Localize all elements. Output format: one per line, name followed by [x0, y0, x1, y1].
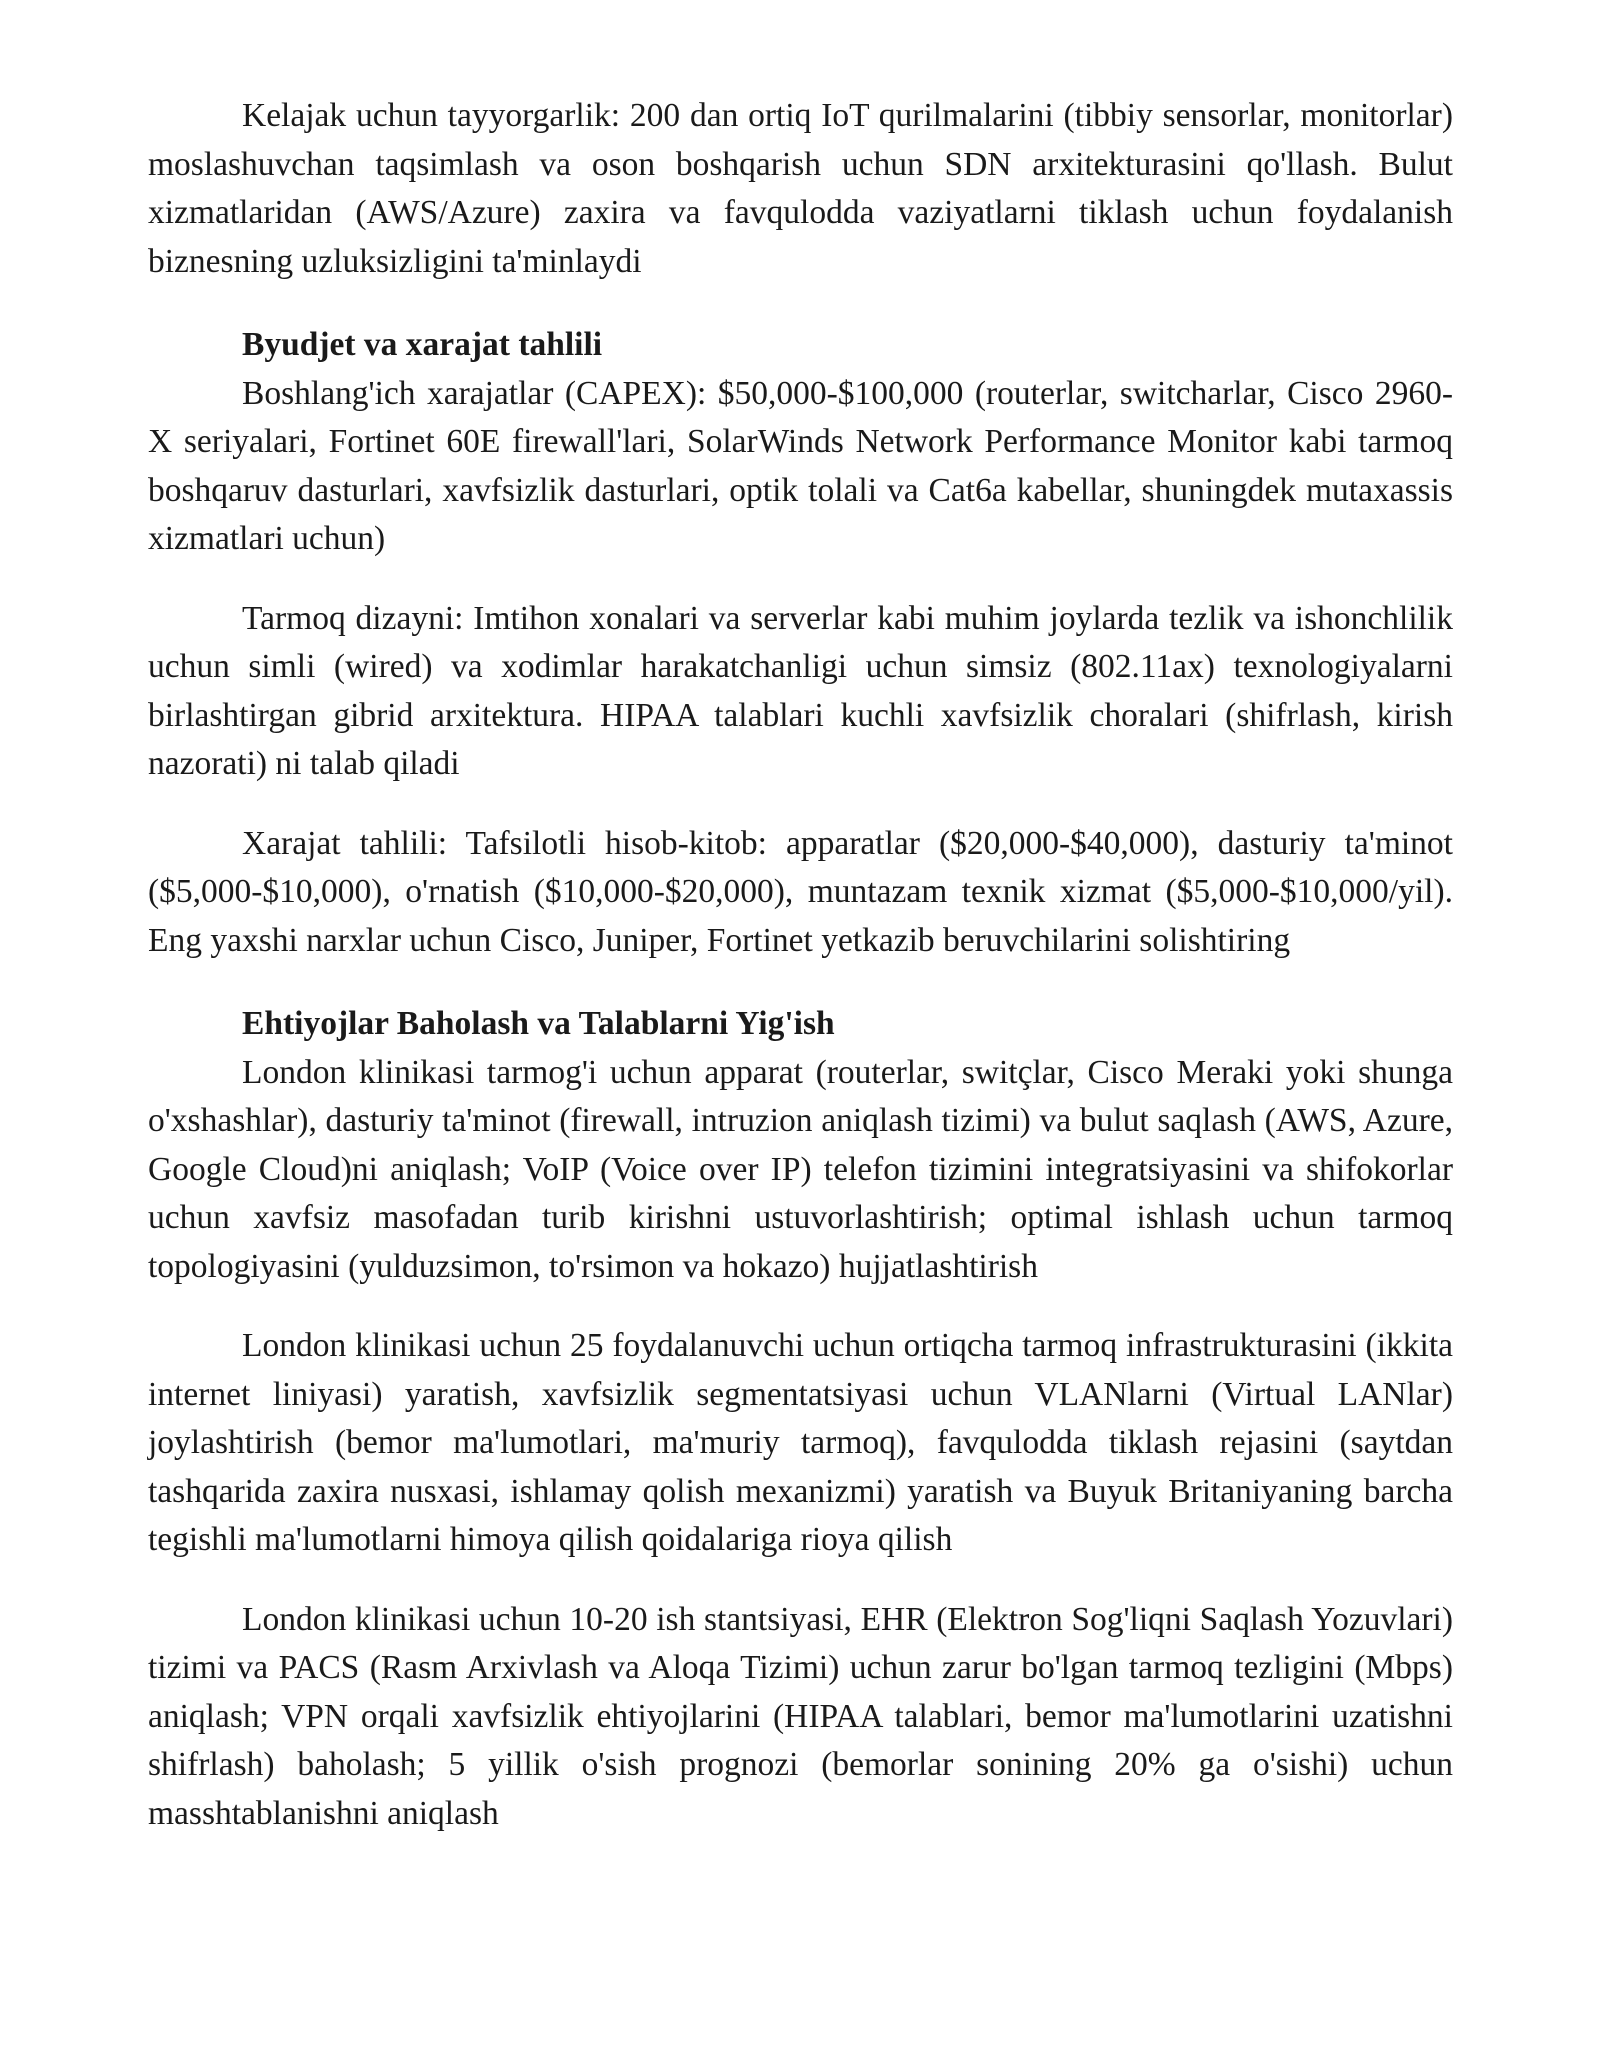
spacer [148, 1565, 1453, 1596]
paragraph-hardware-software: London klinikasi tarmog'i uchun apparat (routerlar, switçlar, Cisco Meraki yoki shunga o'xshashlar), dasturiy ta'minot (firewall, intruzion aniqlash tizimi) va bulut saqlash (AWS, Azure, Google Cloud)ni aniqlash; VoIP (Voice over IP) telefon tizimini integratsiyasini va shifokorlar uchun xavfsiz masofadan turib kirishni ustuvorlashtirish; optimal ishlash uchun tarmoq topologiyasini (yulduzsimon, to'rsimon va hokazo) hujjatlashtirish [148, 1053, 1453, 1285]
heading-needs-assessment: Ehtiyojlar Baholash va Talablarni Yig'ish [242, 1005, 835, 1042]
spacer [148, 1291, 1453, 1322]
heading-budget: Byudjet va xarajat tahlili [242, 326, 603, 363]
spacer [148, 789, 1453, 820]
spacer [148, 564, 1453, 595]
paragraph-redundant-infrastructure: London klinikasi uchun 25 foydalanuvchi uchun ortiqcha tarmoq infrastrukturasini (ikkita internet liniyasi) yaratish, xavfsizlik segmentatsiyasi uchun VLANlarni (Virtual LANlar) joylashtirish (bemor ma'lumotlari, ma'muriy tarmoq), favqulodda tiklash rejasini (saytdan tashqarida zaxira nusxasi, ishlamay qolish mexanizmi) yaratish va Buyuk Britaniyaning barcha tegishli ma'lumotlarni himoya qilish qoidalariga rioya qilish [148, 1327, 1453, 1558]
paragraph-network-design: Tarmoq dizayni: Imtihon xonalari va serverlar kabi muhim joylarda tezlik va ishonchlilik uchun simli (wired) va xodimlar harakatchanligi uchun simsiz (802.11ax) texnologiyalarni birlashtirgan gibrid arxitektura. HIPAA talablari kuchli xavfsizlik choralari (shifrlash, kirish nazorati) ni talab qiladi [148, 599, 1453, 782]
paragraph-iot-readiness: Kelajak uchun tayyorgarlik: 200 dan ortiq IoT qurilmalarini (tibbiy sensorlar, monitorlar) moslashuvchan taqsimlash va oson boshqarish uchun SDN arxitekturasini qo'llash. Bulut xizmatlaridan (AWS/Azure) zaxira va favqulodda vaziyatlarni tiklash uchun foydalanish biznesning uzluksizligini ta'minlaydi [148, 97, 1453, 280]
paragraph-workstations: London klinikasi uchun 10-20 ish stantsiyasi, EHR (Elektron Sog'liqni Saqlash Yozuvlari) tizimi va PACS (Rasm Arxivlash va Aloqa Tizimi) uchun zarur bo'lgan tarmoq tezligini (Mbps) aniqlash; VPN orqali xavfsizlik ehtiyojlarini (HIPAA talablari, bemor ma'lumotlarini uzatishni shifrlash) baholash; 5 yillik o'sish prognozi (bemorlar sonining 20% ga o'sishi) uchun masshtablanishni aniqlash [148, 1600, 1453, 1832]
spacer [148, 286, 1453, 321]
spacer [148, 965, 1453, 1000]
paragraph-cost-analysis: Xarajat tahlili: Tafsilotli hisob-kitob: apparatlar ($20,000-$40,000), dasturiy ta'minot ($5,000-$10,000), o'rnatish ($10,000-$20,000), muntazam texnik xizmat ($5,000-$10,000/yil). Eng yaxshi narxlar uchun Cisco, Juniper, Fortinet yetkazib beruvchilarini solishtiring [148, 824, 1453, 959]
paragraph-capex: Boshlang'ich xarajatlar (CAPEX): $50,000-$100,000 (routerlar, switcharlar, Cisco 2960-X seriyalari, Fortinet 60E firewall'lari, SolarWinds Network Performance Monitor kabi tarmoq boshqaruv dasturlari, xavfsizlik dasturlari, optik tolali va Cat6a kabellar, shuningdek mutaxassis xizmatlari uchun) [148, 374, 1453, 557]
document-page [148, 92, 1453, 1838]
